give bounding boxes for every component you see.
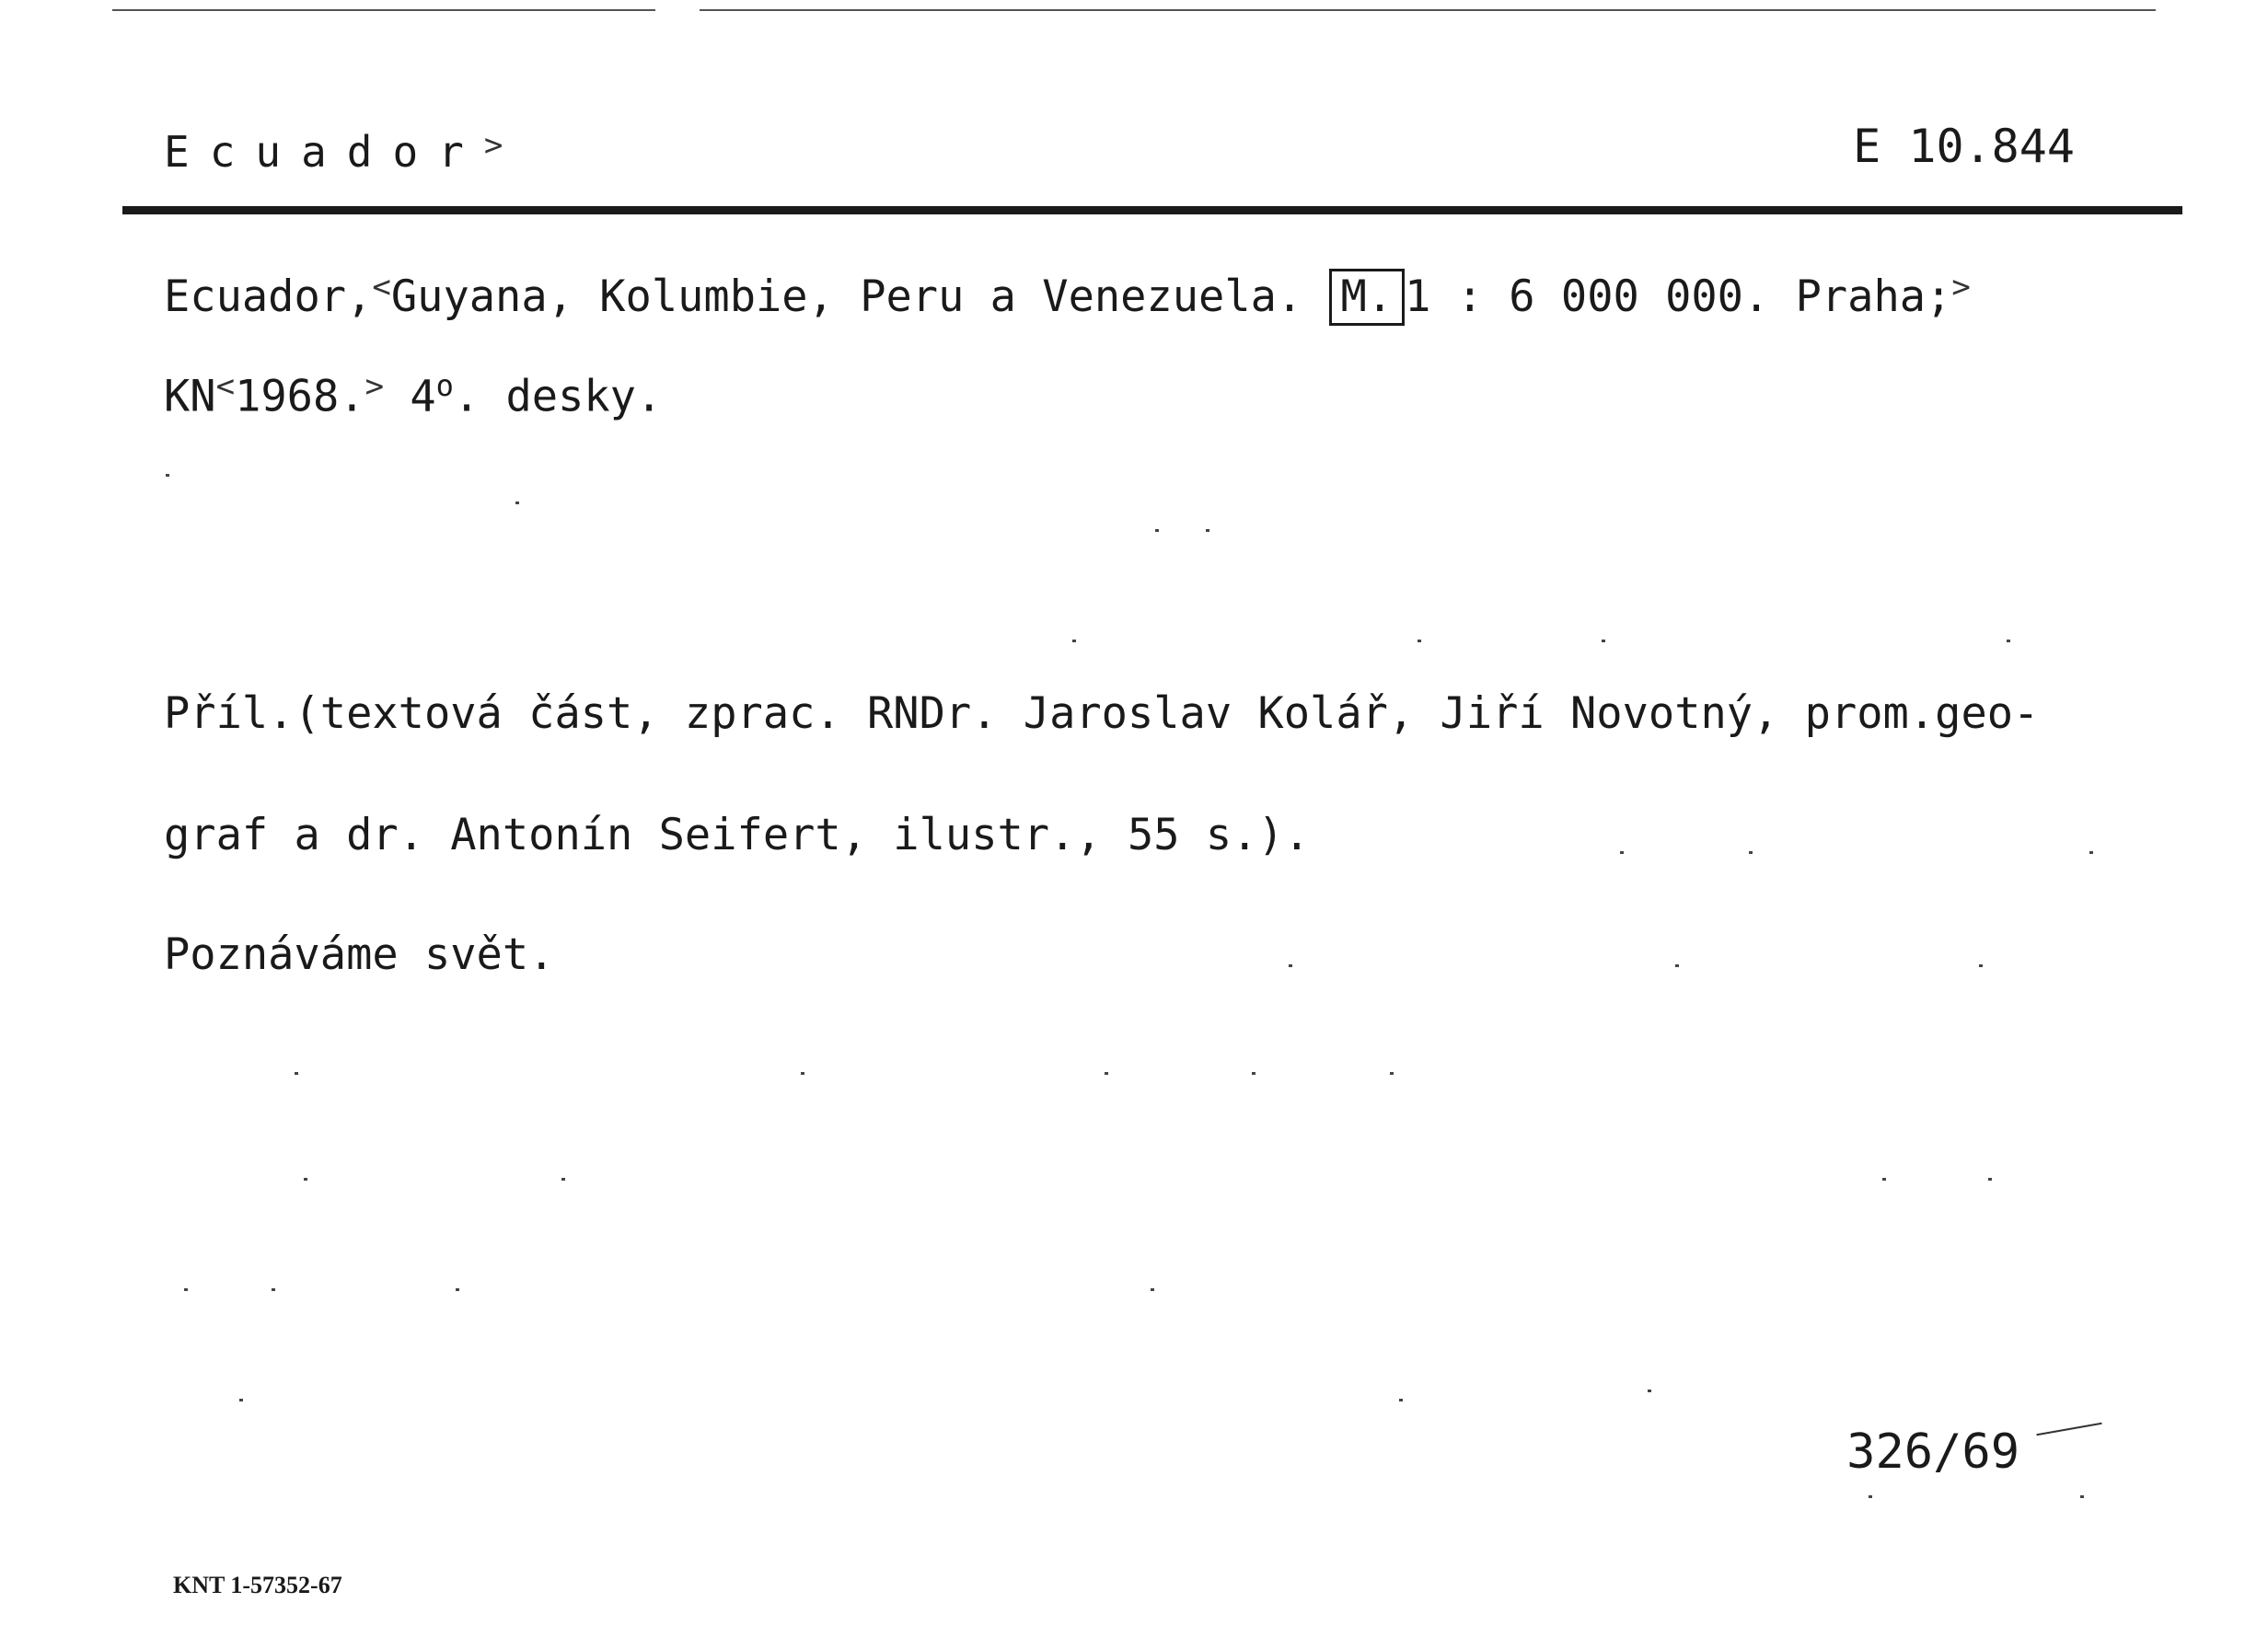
publication-year: 1968.	[235, 371, 365, 422]
entry-title-rest: Guyana, Kolumbie, Peru a Venezuela.	[390, 271, 1303, 322]
scan-speck	[1155, 529, 1159, 532]
card-heading	[164, 127, 523, 177]
scan-speck	[2007, 640, 2010, 642]
entry-mark: >	[364, 368, 385, 405]
bracket-text: M.	[1340, 271, 1394, 322]
scan-speck	[2080, 1495, 2084, 1498]
series-statement: Poznáváme svět.	[164, 929, 555, 980]
top-rule	[700, 9, 2156, 11]
format: 4	[410, 371, 436, 422]
scan-speck	[1399, 1399, 1403, 1401]
scan-speck	[272, 1288, 275, 1291]
entry-mark: <	[372, 269, 391, 306]
pencil-mark	[2036, 1423, 2101, 1436]
top-rule	[112, 9, 655, 11]
entry-mark: <	[215, 368, 236, 405]
scan-speck	[1072, 640, 1076, 642]
scan-speck	[1882, 1178, 1886, 1181]
scan-speck	[456, 1288, 459, 1291]
scan-speck	[1252, 1072, 1256, 1075]
scan-speck	[1620, 851, 1624, 854]
scan-speck	[184, 1288, 188, 1291]
printer-imprint: KNT 1-57352-67	[173, 1572, 342, 1598]
heading-mark: >	[483, 127, 524, 164]
heading-text: Ecuador	[164, 127, 484, 177]
scan-speck	[1869, 1495, 1872, 1498]
scan-speck	[1206, 529, 1209, 532]
scan-speck	[1648, 1390, 1651, 1392]
scan-speck	[1105, 1072, 1108, 1075]
entry-line-2	[164, 368, 662, 422]
scan-speck	[515, 502, 519, 504]
heading-rule	[122, 206, 2182, 214]
scale-and-place: 1 : 6 000 000. Praha;	[1405, 271, 1952, 322]
accession-number: 326/69	[1846, 1424, 2019, 1480]
entry-line-1	[164, 269, 1971, 326]
format-superscript: o	[435, 368, 454, 403]
scan-speck	[295, 1072, 298, 1075]
entry-mark: >	[1951, 269, 1971, 306]
scan-speck	[561, 1178, 565, 1181]
scan-speck	[304, 1178, 307, 1181]
bracketed-form	[1329, 269, 1406, 326]
scan-speck	[1390, 1072, 1394, 1075]
entry-title-start: Ecuador,	[164, 271, 373, 322]
scan-speck	[1675, 964, 1679, 967]
scan-speck	[1151, 1288, 1154, 1291]
scan-speck	[1988, 1178, 1992, 1181]
scan-speck	[166, 474, 169, 477]
scan-speck	[1418, 640, 1421, 642]
note-line-2: graf a dr. Antonín Seifert, ilustr., 55 s.).	[164, 810, 1311, 860]
scan-speck	[1289, 964, 1292, 967]
publisher: KN	[164, 371, 216, 422]
scan-speck	[1602, 640, 1605, 642]
binding: . desky.	[453, 371, 663, 422]
note-line-1: Příl.(textová část, zprac. RNDr. Jaroslav Kolář, Jiří Novotný, prom.geo-	[164, 688, 2040, 739]
scan-speck	[2089, 851, 2093, 854]
scan-speck	[1749, 851, 1753, 854]
scan-speck	[801, 1072, 804, 1075]
scan-speck	[239, 1399, 243, 1401]
call-number: E 10.844	[1853, 120, 2075, 173]
scan-speck	[1979, 964, 1983, 967]
